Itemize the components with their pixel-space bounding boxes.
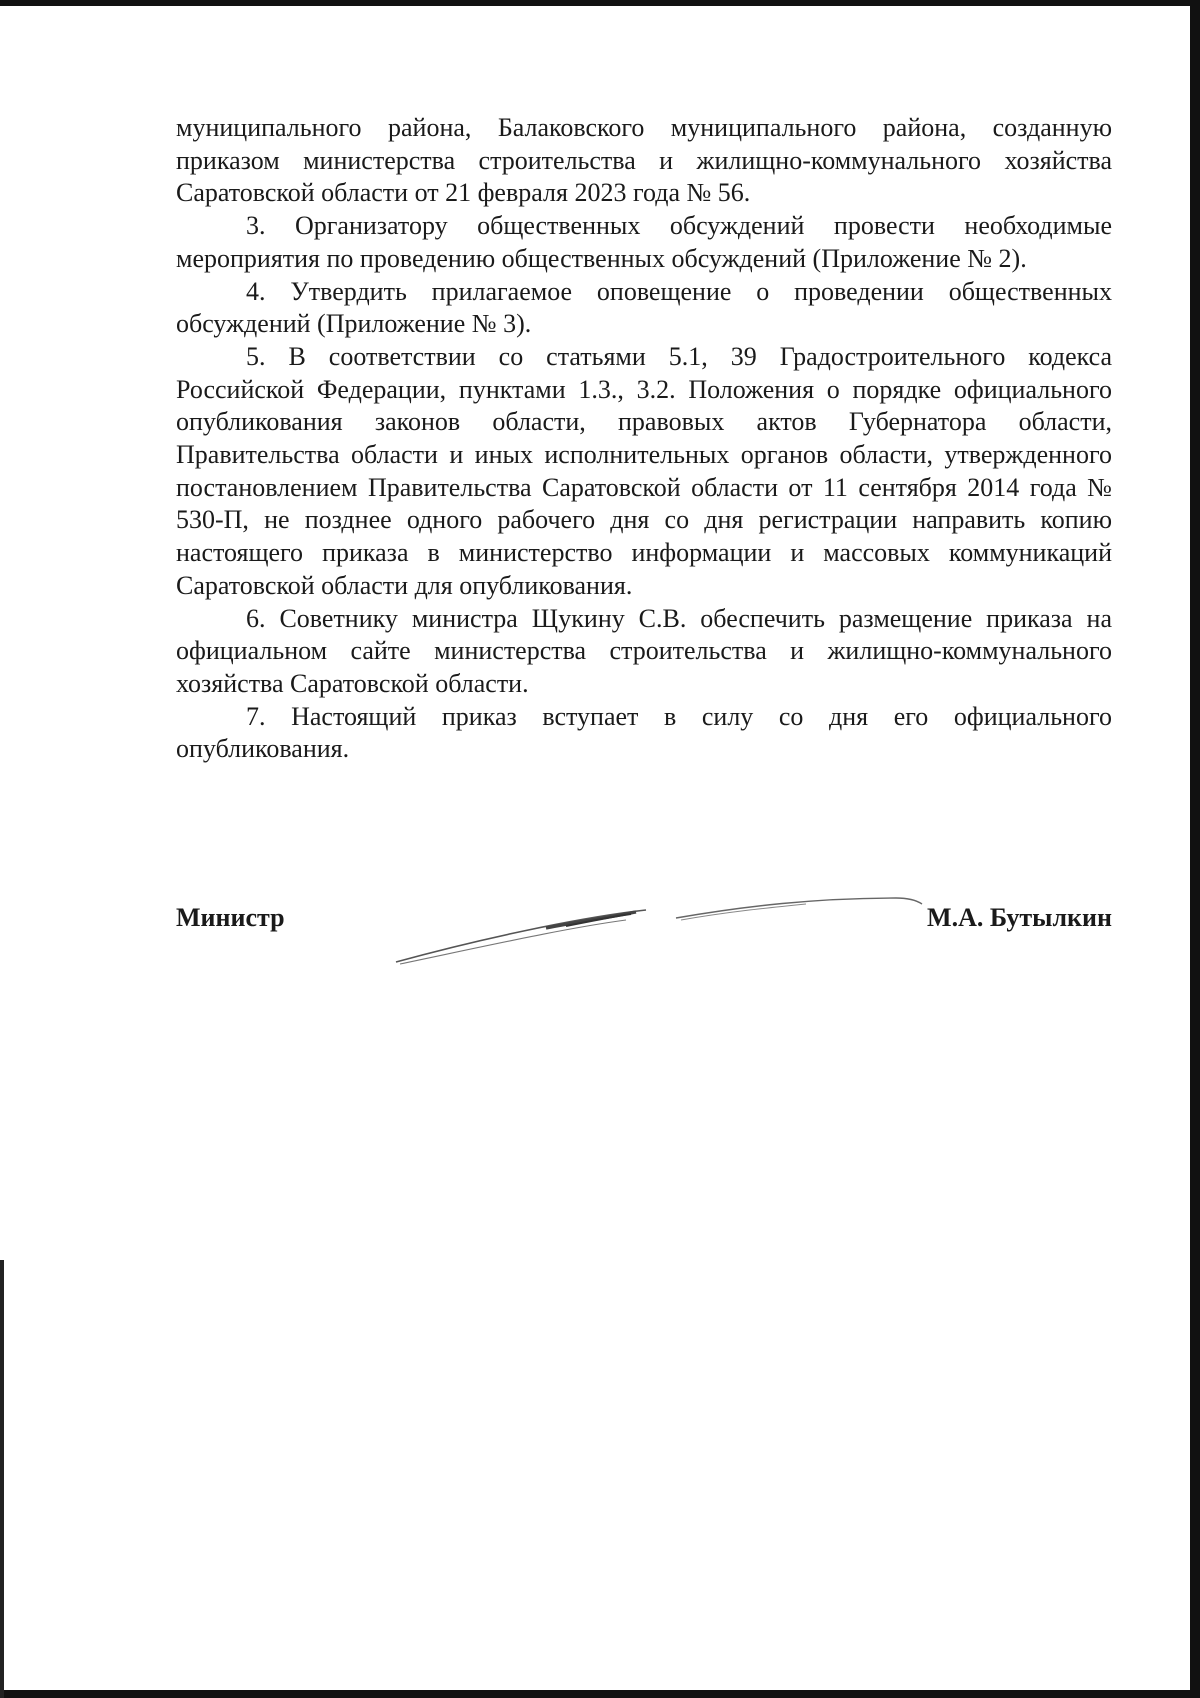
handwritten-signature <box>386 880 946 970</box>
paragraph-continuation: муниципального района, Балаковского муниципального района, созданную приказом министерства строительства и жилищно-коммунального хозяйства Саратовской области от 21 февраля 2023 года № 56. <box>176 113 1112 208</box>
signature-block <box>176 880 1112 990</box>
signatory-name: М.А. Бутылкин <box>927 903 1112 932</box>
paragraph-item-6: 6. Советнику министра Щукину С.В. обеспечить размещение приказа на официальном сайте министерства строительства и жилищно-коммунального хозяйства Саратовской области. <box>176 603 1112 698</box>
paragraph-item-3: 3. Организатору общественных обсуждений провести необходимые мероприятия по проведению общественных обсуждений (Приложение № 2). <box>176 211 1112 273</box>
document-body <box>176 112 1112 766</box>
scan-border-left <box>0 1260 4 1698</box>
signatory-title: Министр <box>176 903 285 932</box>
paragraph-item-7: 7. Настоящий приказ вступает в силу со дня его официального опубликования. <box>176 701 1112 764</box>
paragraph-item-5: 5. В соответствии со статьями 5.1, 39 Градостроительного кодекса Российской Федерации, пунктами 1.3., 3.2. Положения о порядке официального опубликования законов области, правовых актов Губернатора области, Правительства области и иных исполнительных органов области, утвержденного постановлением Правительства Саратовской области от 11 сентября 2014 года № 530-П, не позднее одного рабочего дня со дня регистрации направить копию настоящего приказа в министерство информации и массовых коммуникаций Саратовской области для опубликования. <box>176 341 1112 600</box>
scan-border-right <box>1190 0 1200 1698</box>
paragraph-item-4: 4. Утвердить прилагаемое оповещение о проведении общественных обсуждений (Приложение № 3). <box>176 276 1112 339</box>
scan-border-top <box>0 0 1200 6</box>
scan-border-bottom <box>0 1690 1200 1698</box>
